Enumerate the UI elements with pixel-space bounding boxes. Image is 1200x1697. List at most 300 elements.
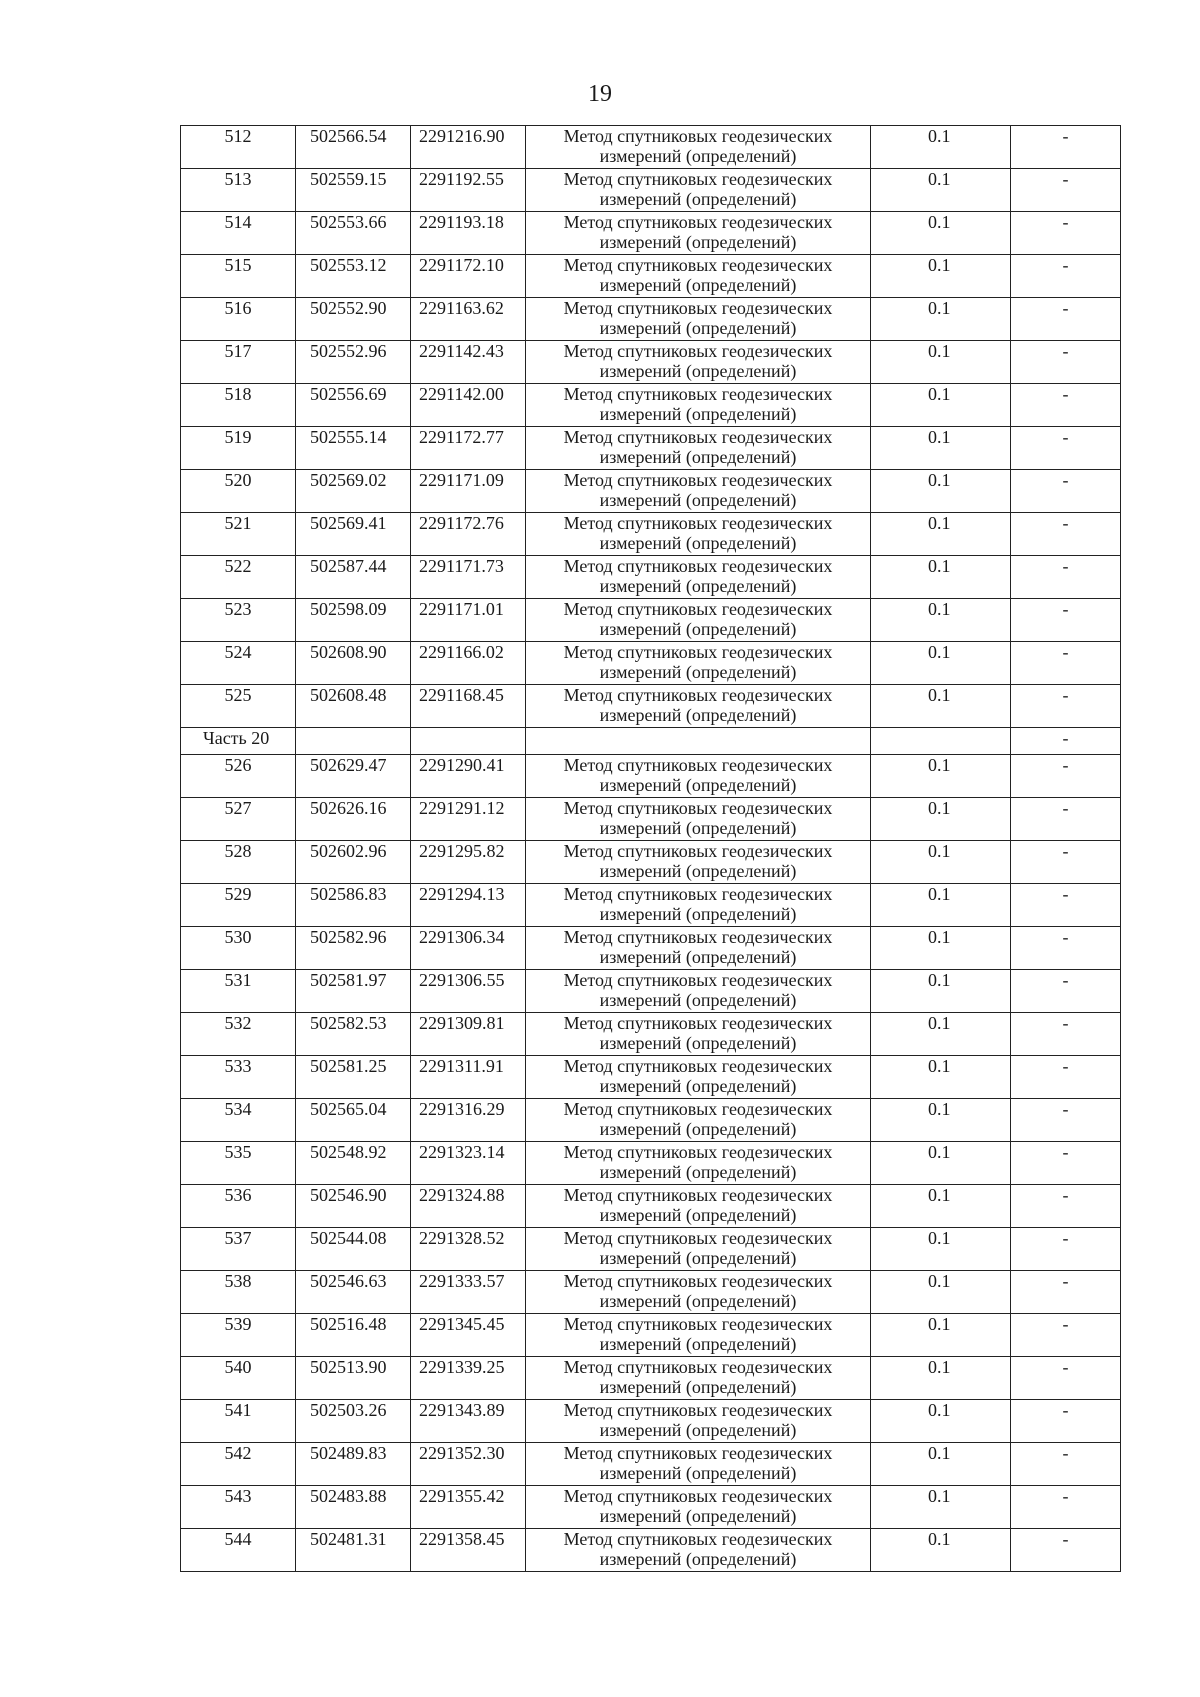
- point-number-cell: 513: [181, 169, 296, 212]
- method-text-line2: измерений (определений): [599, 619, 797, 639]
- description-cell: -: [1011, 642, 1121, 685]
- precision-cell: 0.1: [871, 685, 1011, 728]
- method-text-line1: Метод спутниковых геодезических: [563, 1185, 833, 1205]
- method-cell: [526, 126, 871, 169]
- x-coordinate-cell: 502586.83: [296, 884, 411, 927]
- method-text-line1: Метод спутниковых геодезических: [563, 427, 833, 447]
- precision-cell: 0.1: [871, 1400, 1011, 1443]
- y-coordinate-cell: 2291171.09: [411, 470, 526, 513]
- precision-cell: 0.1: [871, 212, 1011, 255]
- method-cell: [526, 798, 871, 841]
- y-coordinate-cell: 2291306.34: [411, 927, 526, 970]
- x-coordinate-cell: 502582.53: [296, 1013, 411, 1056]
- description-cell: -: [1011, 1443, 1121, 1486]
- empty-cell: [526, 728, 871, 755]
- method-cell: [526, 384, 871, 427]
- method-text-line1: Метод спутниковых геодезических: [563, 599, 833, 619]
- empty-cell: [296, 728, 411, 755]
- y-coordinate-cell: 2291216.90: [411, 126, 526, 169]
- method-cell: [526, 884, 871, 927]
- method-text-line2: измерений (определений): [599, 1205, 797, 1225]
- description-cell: -: [1011, 1400, 1121, 1443]
- y-coordinate-cell: 2291309.81: [411, 1013, 526, 1056]
- description-cell: -: [1011, 169, 1121, 212]
- description-cell: -: [1011, 384, 1121, 427]
- part-label-cell: Часть 20: [181, 728, 296, 755]
- point-number-cell: 531: [181, 970, 296, 1013]
- precision-cell: 0.1: [871, 384, 1011, 427]
- method-text-line1: Метод спутниковых геодезических: [563, 1056, 833, 1076]
- method-cell: [526, 169, 871, 212]
- precision-cell: 0.1: [871, 927, 1011, 970]
- method-cell: [526, 255, 871, 298]
- point-number-cell: 517: [181, 341, 296, 384]
- precision-cell: 0.1: [871, 1486, 1011, 1529]
- method-text-line1: Метод спутниковых геодезических: [563, 1314, 833, 1334]
- description-cell: -: [1011, 556, 1121, 599]
- description-cell: -: [1011, 884, 1121, 927]
- method-text-line1: Метод спутниковых геодезических: [563, 1142, 833, 1162]
- method-text-line1: Метод спутниковых геодезических: [563, 1228, 833, 1248]
- description-cell: -: [1011, 341, 1121, 384]
- y-coordinate-cell: 2291142.00: [411, 384, 526, 427]
- point-number-cell: 523: [181, 599, 296, 642]
- method-text-line1: Метод спутниковых геодезических: [563, 1013, 833, 1033]
- x-coordinate-cell: 502559.15: [296, 169, 411, 212]
- table-row: [181, 384, 1121, 427]
- point-number-cell: 535: [181, 1142, 296, 1185]
- x-coordinate-cell: 502555.14: [296, 427, 411, 470]
- description-cell: -: [1011, 1357, 1121, 1400]
- description-cell: -: [1011, 841, 1121, 884]
- table-row: [181, 798, 1121, 841]
- table-row: [181, 126, 1121, 169]
- x-coordinate-cell: 502483.88: [296, 1486, 411, 1529]
- y-coordinate-cell: 2291193.18: [411, 212, 526, 255]
- point-number-cell: 515: [181, 255, 296, 298]
- precision-cell: 0.1: [871, 1357, 1011, 1400]
- point-number-cell: 538: [181, 1271, 296, 1314]
- method-text-line2: измерений (определений): [599, 1506, 797, 1526]
- method-text-line2: измерений (определений): [599, 1463, 797, 1483]
- method-text-line2: измерений (определений): [599, 1119, 797, 1139]
- method-cell: [526, 1400, 871, 1443]
- point-number-cell: 539: [181, 1314, 296, 1357]
- precision-cell: 0.1: [871, 470, 1011, 513]
- method-text-line1: Метод спутниковых геодезических: [563, 384, 833, 404]
- method-text-line2: измерений (определений): [599, 1162, 797, 1182]
- precision-cell: 0.1: [871, 513, 1011, 556]
- method-cell: [526, 341, 871, 384]
- y-coordinate-cell: 2291172.76: [411, 513, 526, 556]
- precision-cell: 0.1: [871, 169, 1011, 212]
- y-coordinate-cell: 2291339.25: [411, 1357, 526, 1400]
- point-number-cell: 536: [181, 1185, 296, 1228]
- x-coordinate-cell: 502566.54: [296, 126, 411, 169]
- table-row: [181, 884, 1121, 927]
- description-cell: -: [1011, 126, 1121, 169]
- y-coordinate-cell: 2291324.88: [411, 1185, 526, 1228]
- method-text-line2: измерений (определений): [599, 361, 797, 381]
- description-cell: -: [1011, 927, 1121, 970]
- x-coordinate-cell: 502489.83: [296, 1443, 411, 1486]
- method-text-line1: Метод спутниковых геодезических: [563, 470, 833, 490]
- table-row: [181, 1185, 1121, 1228]
- table-row: [181, 212, 1121, 255]
- y-coordinate-cell: 2291142.43: [411, 341, 526, 384]
- point-number-cell: 530: [181, 927, 296, 970]
- description-cell: -: [1011, 728, 1121, 755]
- method-text-line1: Метод спутниковых геодезических: [563, 1357, 833, 1377]
- y-coordinate-cell: 2291345.45: [411, 1314, 526, 1357]
- method-text-line2: измерений (определений): [599, 189, 797, 209]
- description-cell: -: [1011, 1314, 1121, 1357]
- x-coordinate-cell: 502602.96: [296, 841, 411, 884]
- y-coordinate-cell: 2291166.02: [411, 642, 526, 685]
- x-coordinate-cell: 502548.92: [296, 1142, 411, 1185]
- precision-cell: 0.1: [871, 1056, 1011, 1099]
- method-cell: [526, 1099, 871, 1142]
- point-number-cell: 524: [181, 642, 296, 685]
- method-cell: [526, 1529, 871, 1572]
- point-number-cell: 526: [181, 755, 296, 798]
- precision-cell: 0.1: [871, 970, 1011, 1013]
- method-cell: [526, 1185, 871, 1228]
- method-cell: [526, 1314, 871, 1357]
- precision-cell: 0.1: [871, 341, 1011, 384]
- x-coordinate-cell: 502581.97: [296, 970, 411, 1013]
- x-coordinate-cell: 502503.26: [296, 1400, 411, 1443]
- method-cell: [526, 427, 871, 470]
- x-coordinate-cell: 502552.96: [296, 341, 411, 384]
- y-coordinate-cell: 2291306.55: [411, 970, 526, 1013]
- method-text-line1: Метод спутниковых геодезических: [563, 841, 833, 861]
- method-text-line1: Метод спутниковых геодезических: [563, 642, 833, 662]
- x-coordinate-cell: 502553.66: [296, 212, 411, 255]
- method-text-line1: Метод спутниковых геодезических: [563, 1271, 833, 1291]
- table-row: [181, 1486, 1121, 1529]
- precision-cell: 0.1: [871, 798, 1011, 841]
- description-cell: -: [1011, 1013, 1121, 1056]
- precision-cell: 0.1: [871, 126, 1011, 169]
- method-text-line1: Метод спутниковых геодезических: [563, 927, 833, 947]
- method-text-line2: измерений (определений): [599, 447, 797, 467]
- table-row: [181, 1228, 1121, 1271]
- x-coordinate-cell: 502581.25: [296, 1056, 411, 1099]
- y-coordinate-cell: 2291172.77: [411, 427, 526, 470]
- x-coordinate-cell: 502481.31: [296, 1529, 411, 1572]
- description-cell: -: [1011, 798, 1121, 841]
- x-coordinate-cell: 502626.16: [296, 798, 411, 841]
- description-cell: -: [1011, 513, 1121, 556]
- x-coordinate-cell: 502556.69: [296, 384, 411, 427]
- table-row: [181, 298, 1121, 341]
- table-row: [181, 255, 1121, 298]
- method-text-line2: измерений (определений): [599, 705, 797, 725]
- description-cell: -: [1011, 970, 1121, 1013]
- method-text-line1: Метод спутниковых геодезических: [563, 1400, 833, 1420]
- precision-cell: 0.1: [871, 298, 1011, 341]
- point-number-cell: 532: [181, 1013, 296, 1056]
- table-row: [181, 970, 1121, 1013]
- precision-cell: 0.1: [871, 1228, 1011, 1271]
- method-text-line1: Метод спутниковых геодезических: [563, 169, 833, 189]
- method-text-line2: измерений (определений): [599, 904, 797, 924]
- precision-cell: 0.1: [871, 1271, 1011, 1314]
- x-coordinate-cell: 502587.44: [296, 556, 411, 599]
- method-text-line2: измерений (определений): [599, 662, 797, 682]
- x-coordinate-cell: 502513.90: [296, 1357, 411, 1400]
- table-row: [181, 556, 1121, 599]
- part-heading-row: [181, 728, 1121, 755]
- table-row: [181, 169, 1121, 212]
- method-text-line1: Метод спутниковых геодезических: [563, 341, 833, 361]
- method-text-line2: измерений (определений): [599, 990, 797, 1010]
- method-cell: [526, 685, 871, 728]
- table-row: [181, 1142, 1121, 1185]
- method-text-line2: измерений (определений): [599, 861, 797, 881]
- method-text-line1: Метод спутниковых геодезических: [563, 884, 833, 904]
- precision-cell: 0.1: [871, 599, 1011, 642]
- y-coordinate-cell: 2291358.45: [411, 1529, 526, 1572]
- method-cell: [526, 556, 871, 599]
- method-cell: [526, 1271, 871, 1314]
- method-cell: [526, 1142, 871, 1185]
- y-coordinate-cell: 2291163.62: [411, 298, 526, 341]
- method-cell: [526, 1013, 871, 1056]
- table-row: [181, 1271, 1121, 1314]
- x-coordinate-cell: 502552.90: [296, 298, 411, 341]
- method-text-line1: Метод спутниковых геодезических: [563, 970, 833, 990]
- description-cell: -: [1011, 255, 1121, 298]
- y-coordinate-cell: 2291323.14: [411, 1142, 526, 1185]
- method-text-line2: измерений (определений): [599, 1248, 797, 1268]
- point-number-cell: 516: [181, 298, 296, 341]
- point-number-cell: 541: [181, 1400, 296, 1443]
- description-cell: -: [1011, 755, 1121, 798]
- precision-cell: 0.1: [871, 1443, 1011, 1486]
- description-cell: -: [1011, 599, 1121, 642]
- method-text-line2: измерений (определений): [599, 1076, 797, 1096]
- precision-cell: 0.1: [871, 1185, 1011, 1228]
- method-cell: [526, 1486, 871, 1529]
- method-cell: [526, 1056, 871, 1099]
- method-text-line1: Метод спутниковых геодезических: [563, 1099, 833, 1119]
- y-coordinate-cell: 2291328.52: [411, 1228, 526, 1271]
- method-text-line1: Метод спутниковых геодезических: [563, 685, 833, 705]
- precision-cell: 0.1: [871, 556, 1011, 599]
- x-coordinate-cell: 502565.04: [296, 1099, 411, 1142]
- precision-cell: 0.1: [871, 1142, 1011, 1185]
- point-number-cell: 522: [181, 556, 296, 599]
- method-cell: [526, 599, 871, 642]
- description-cell: -: [1011, 1142, 1121, 1185]
- y-coordinate-cell: 2291295.82: [411, 841, 526, 884]
- table-row: [181, 1056, 1121, 1099]
- method-cell: [526, 841, 871, 884]
- x-coordinate-cell: 502608.90: [296, 642, 411, 685]
- point-number-cell: 525: [181, 685, 296, 728]
- table-row: [181, 1099, 1121, 1142]
- method-cell: [526, 1357, 871, 1400]
- point-number-cell: 529: [181, 884, 296, 927]
- table-row: [181, 341, 1121, 384]
- method-text-line2: измерений (определений): [599, 1033, 797, 1053]
- y-coordinate-cell: 2291192.55: [411, 169, 526, 212]
- method-text-line2: измерений (определений): [599, 1420, 797, 1440]
- page-number: 19: [588, 81, 612, 107]
- y-coordinate-cell: 2291168.45: [411, 685, 526, 728]
- x-coordinate-cell: 502546.63: [296, 1271, 411, 1314]
- point-number-cell: 540: [181, 1357, 296, 1400]
- method-cell: [526, 513, 871, 556]
- description-cell: -: [1011, 470, 1121, 513]
- point-number-cell: 518: [181, 384, 296, 427]
- y-coordinate-cell: 2291352.30: [411, 1443, 526, 1486]
- method-text-line1: Метод спутниковых геодезических: [563, 126, 833, 146]
- method-text-line2: измерений (определений): [599, 232, 797, 252]
- table-row: [181, 642, 1121, 685]
- precision-cell: 0.1: [871, 841, 1011, 884]
- y-coordinate-cell: 2291333.57: [411, 1271, 526, 1314]
- table-row: [181, 1529, 1121, 1572]
- method-text-line2: измерений (определений): [599, 947, 797, 967]
- table-row: [181, 470, 1121, 513]
- point-number-cell: 521: [181, 513, 296, 556]
- x-coordinate-cell: 502608.48: [296, 685, 411, 728]
- method-text-line2: измерений (определений): [599, 775, 797, 795]
- method-cell: [526, 927, 871, 970]
- description-cell: -: [1011, 212, 1121, 255]
- method-text-line1: Метод спутниковых геодезических: [563, 513, 833, 533]
- method-text-line1: Метод спутниковых геодезических: [563, 755, 833, 775]
- point-number-cell: 528: [181, 841, 296, 884]
- y-coordinate-cell: 2291343.89: [411, 1400, 526, 1443]
- method-text-line2: измерений (определений): [599, 1334, 797, 1354]
- precision-cell: 0.1: [871, 1314, 1011, 1357]
- method-text-line1: Метод спутниковых геодезических: [563, 1486, 833, 1506]
- point-number-cell: 520: [181, 470, 296, 513]
- description-cell: -: [1011, 1271, 1121, 1314]
- description-cell: -: [1011, 1228, 1121, 1271]
- x-coordinate-cell: 502569.02: [296, 470, 411, 513]
- x-coordinate-cell: 502582.96: [296, 927, 411, 970]
- description-cell: -: [1011, 1185, 1121, 1228]
- point-number-cell: 537: [181, 1228, 296, 1271]
- method-text-line1: Метод спутниковых геодезических: [563, 298, 833, 318]
- method-text-line2: измерений (определений): [599, 275, 797, 295]
- x-coordinate-cell: 502544.08: [296, 1228, 411, 1271]
- point-number-cell: 533: [181, 1056, 296, 1099]
- table-row: [181, 1314, 1121, 1357]
- precision-cell: 0.1: [871, 755, 1011, 798]
- precision-cell: 0.1: [871, 642, 1011, 685]
- method-text-line1: Метод спутниковых геодезических: [563, 1443, 833, 1463]
- coordinates-table-body: [181, 126, 1121, 1572]
- table-row: [181, 685, 1121, 728]
- method-text-line1: Метод спутниковых геодезических: [563, 1529, 833, 1549]
- table-row: [181, 841, 1121, 884]
- precision-cell: 0.1: [871, 1099, 1011, 1142]
- method-cell: [526, 1228, 871, 1271]
- method-cell: [526, 470, 871, 513]
- precision-cell: 0.1: [871, 884, 1011, 927]
- y-coordinate-cell: 2291172.10: [411, 255, 526, 298]
- method-cell: [526, 755, 871, 798]
- precision-cell: 0.1: [871, 1013, 1011, 1056]
- point-number-cell: 527: [181, 798, 296, 841]
- method-text-line2: измерений (определений): [599, 318, 797, 338]
- y-coordinate-cell: 2291291.12: [411, 798, 526, 841]
- coordinates-table: [180, 125, 1121, 1572]
- table-row: [181, 1400, 1121, 1443]
- method-cell: [526, 298, 871, 341]
- method-text-line1: Метод спутниковых геодезических: [563, 212, 833, 232]
- x-coordinate-cell: 502629.47: [296, 755, 411, 798]
- method-text-line2: измерений (определений): [599, 146, 797, 166]
- table-row: [181, 599, 1121, 642]
- precision-cell: 0.1: [871, 1529, 1011, 1572]
- x-coordinate-cell: 502516.48: [296, 1314, 411, 1357]
- y-coordinate-cell: 2291294.13: [411, 884, 526, 927]
- table-row: [181, 1443, 1121, 1486]
- y-coordinate-cell: 2291316.29: [411, 1099, 526, 1142]
- y-coordinate-cell: 2291171.73: [411, 556, 526, 599]
- method-text-line2: измерений (определений): [599, 404, 797, 424]
- method-cell: [526, 970, 871, 1013]
- y-coordinate-cell: 2291355.42: [411, 1486, 526, 1529]
- method-text-line1: Метод спутниковых геодезических: [563, 798, 833, 818]
- method-text-line2: измерений (определений): [599, 1377, 797, 1397]
- method-text-line1: Метод спутниковых геодезических: [563, 556, 833, 576]
- x-coordinate-cell: 502553.12: [296, 255, 411, 298]
- description-cell: -: [1011, 427, 1121, 470]
- table-row: [181, 1357, 1121, 1400]
- y-coordinate-cell: 2291290.41: [411, 755, 526, 798]
- point-number-cell: 543: [181, 1486, 296, 1529]
- table-row: [181, 1013, 1121, 1056]
- table-row: [181, 513, 1121, 556]
- method-cell: [526, 642, 871, 685]
- point-number-cell: 512: [181, 126, 296, 169]
- x-coordinate-cell: 502598.09: [296, 599, 411, 642]
- table-row: [181, 755, 1121, 798]
- precision-cell: 0.1: [871, 255, 1011, 298]
- y-coordinate-cell: 2291311.91: [411, 1056, 526, 1099]
- description-cell: -: [1011, 1099, 1121, 1142]
- point-number-cell: 542: [181, 1443, 296, 1486]
- description-cell: -: [1011, 1056, 1121, 1099]
- method-text-line1: Метод спутниковых геодезических: [563, 255, 833, 275]
- point-number-cell: 514: [181, 212, 296, 255]
- description-cell: -: [1011, 1529, 1121, 1572]
- method-cell: [526, 212, 871, 255]
- point-number-cell: 519: [181, 427, 296, 470]
- empty-cell: [411, 728, 526, 755]
- description-cell: -: [1011, 298, 1121, 341]
- y-coordinate-cell: 2291171.01: [411, 599, 526, 642]
- point-number-cell: 534: [181, 1099, 296, 1142]
- description-cell: -: [1011, 1486, 1121, 1529]
- table-row: [181, 427, 1121, 470]
- method-text-line2: измерений (определений): [599, 1291, 797, 1311]
- table-row: [181, 927, 1121, 970]
- method-text-line2: измерений (определений): [599, 533, 797, 553]
- empty-cell: [871, 728, 1011, 755]
- method-text-line2: измерений (определений): [599, 1549, 797, 1569]
- precision-cell: 0.1: [871, 427, 1011, 470]
- method-text-line2: измерений (определений): [599, 576, 797, 596]
